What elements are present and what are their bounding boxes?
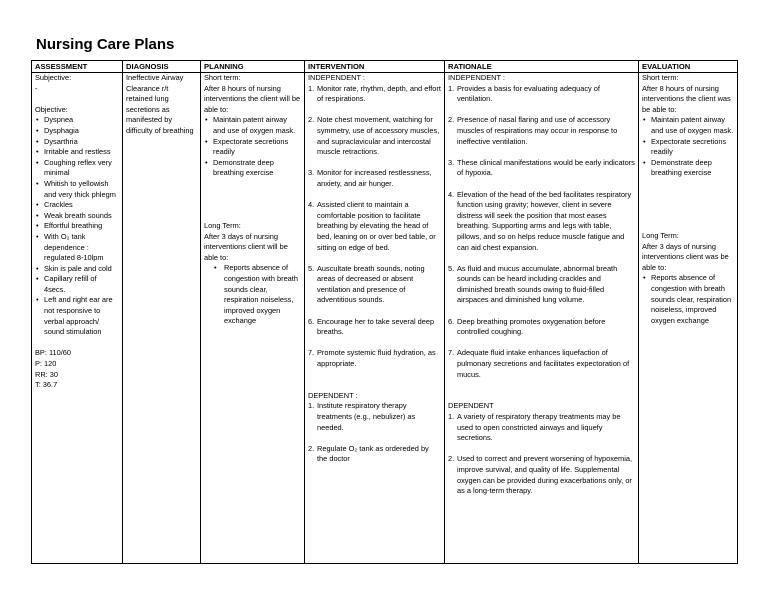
rationale-cell xyxy=(445,73,639,564)
list-item: 2. Regulate O₂ tank as ordereded by the doctor xyxy=(308,443,429,464)
intervention-dependent-label: DEPENDENT : xyxy=(308,390,358,400)
list-item: • Reports absence of congestion with breath sounds clear, respiration noiseless, improved oxygen exchange xyxy=(224,263,301,327)
list-item: • Weak breath sounds xyxy=(44,211,119,222)
list-item: 3. These clinical manifestations would be early indicators of hypoxia. xyxy=(448,157,635,178)
planning-long-label: Long Term: xyxy=(204,220,241,230)
list-item: 3. Monitor for increased restlessness, anxiety, and air hunger. xyxy=(308,168,432,188)
objective-label: Objective: xyxy=(35,104,68,114)
diagnosis-text: Ineffective Airway Clearance r/t retained lung secretions as manifested by difficulty of breathing xyxy=(126,73,194,135)
evaluation-short-text: After 8 hours of nursing interventions the client was be able to: xyxy=(642,83,731,114)
list-item: 5. Auscultate breath sounds, noting areas of decreased or absent ventilation and presence of adventitious sounds. xyxy=(308,263,425,305)
intervention-independent-label: INDEPENDENT : xyxy=(308,73,365,82)
evaluation-long-text: After 3 days of nursing interventions client was be able to: xyxy=(642,241,729,272)
objective-list xyxy=(35,115,119,337)
list-item: • Expectorate secretions readily xyxy=(651,137,734,158)
list-item: • Maintain patent airway and use of oxygen mask. xyxy=(213,115,301,136)
header-assessment: ASSESSMENT xyxy=(32,61,123,73)
list-item: 1. Provides a basis for evaluating adequacy of ventilation. xyxy=(448,83,600,104)
list-item: 7. Promote systemic fluid hydration, as appropriate. xyxy=(308,348,436,369)
list-item: • Crackles xyxy=(44,200,119,211)
list-item: 5. As fluid and mucus accumulate, abnormal breath sounds can be heard including crackles and diminished breath sounds owing to fluid-filled airspaces and diminished lung volume. xyxy=(448,263,618,305)
list-item: 1. Monitor rate, rhythm, depth, and effort of respirations. xyxy=(308,83,441,104)
list-item: • Capillary refill of 4secs. xyxy=(44,274,119,295)
subjective-label: Subjective: xyxy=(35,73,72,82)
evaluation-long-list xyxy=(642,273,734,326)
list-item: 1. Institute respiratory therapy treatments (e.g., nebulizer) as needed. xyxy=(308,401,416,432)
vital-pulse: P: 120 xyxy=(35,359,57,369)
evaluation-long-label: Long Term: xyxy=(642,230,679,240)
list-item: 6. Deep breathing promotes oxygenation before controlled coughing. xyxy=(448,316,606,337)
planning-long-text: After 3 days of nursing interventions client will be able to: xyxy=(204,231,288,262)
rationale-dependent-label: DEPENDENT xyxy=(448,401,494,411)
vital-temp: T: 36.7 xyxy=(35,380,58,390)
list-item: 4. Assisted client to maintain a comfortable position to facilitate breathing by elevating the head of bed, leaning on or over bed table, or sitting on edge of bed. xyxy=(308,200,436,252)
list-item: • Whitish to yellowish and very thick phlegm xyxy=(44,179,119,200)
page-title: Nursing Care Plans xyxy=(36,36,175,53)
list-item: 7. Adequate fluid intake enhances liquefaction of pulmonary secretions and facilitates expectoration of mucus. xyxy=(448,348,630,379)
header-diagnosis: DIAGNOSIS xyxy=(123,61,201,73)
content-row xyxy=(32,73,738,564)
care-plan-table xyxy=(31,60,738,564)
list-item: • Effortful breathing xyxy=(44,221,119,232)
intervention-cell xyxy=(305,73,445,564)
header-intervention: INTERVENTION xyxy=(305,61,445,73)
list-item: • Dyspnea xyxy=(44,115,119,126)
list-item: • Dysphagia xyxy=(44,126,119,137)
list-item: • Reports absence of congestion with breath sounds clear, respiration noiseless, improved oxygen exchange xyxy=(651,273,734,326)
list-item: • Coughing reflex very minimal xyxy=(44,158,119,179)
planning-short-text: After 8 hours of nursing interventions the client will be able to: xyxy=(204,83,301,114)
list-item: • Demonstrate deep breathing exercise xyxy=(213,158,301,179)
vital-rr: RR: 30 xyxy=(35,369,59,379)
rationale-independent-label: INDEPENDENT : xyxy=(448,73,505,82)
list-item: 4. Elevation of the head of the bed facilitates respiratory function using gravity; however, client in severe distress will seek the position that most eases breathing. Supporting arms and legs with table, pillows, and so on helps reduce muscle fatigue and can aid chest expansion. xyxy=(448,189,632,252)
evaluation-cell xyxy=(639,73,738,564)
list-item: • Left and right ear are not responsive to verbal approach/ sound stimulation xyxy=(44,295,119,337)
list-item: • Skin is pale and cold xyxy=(44,264,119,275)
evaluation-short-list xyxy=(642,115,734,179)
evaluation-short-label: Short term: xyxy=(642,73,679,82)
subjective-value: - xyxy=(35,83,38,93)
list-item: 2. Note chest movement, watching for symmetry, use of accessory muscles, and supraclavicular and intercostal muscle retractions. xyxy=(308,115,440,157)
list-item: 2. Used to correct and prevent worsening of hypoxemia, improve survival, and quality of life. Supplemental oxygen can be provided during exacerbations only, or as a long-term therapy. xyxy=(448,454,633,496)
list-item: 2. Presence of nasal flaring and use of accessory muscles of respirations may occur in response to ineffective ventilation. xyxy=(448,115,618,146)
list-item: • Expectorate secretions readily xyxy=(213,137,301,158)
list-item: • Dysarthria xyxy=(44,137,119,148)
header-row xyxy=(32,61,738,73)
header-planning: PLANNING xyxy=(201,61,305,73)
vital-bp: BP: 110/60 xyxy=(35,348,72,358)
planning-cell xyxy=(201,73,305,564)
list-item: • Irritable and restless xyxy=(44,147,119,158)
list-item: 6. Encourage her to take several deep breaths. xyxy=(308,316,435,337)
planning-long-list xyxy=(204,263,301,327)
list-item: 1. A variety of respiratory therapy treatments may be used to open constricted airways and liquefy secretions. xyxy=(448,412,621,443)
list-item: • With O₂ tank dependence : regulated 8-10lpm xyxy=(44,232,119,264)
diagnosis-cell xyxy=(123,73,201,564)
assessment-cell xyxy=(32,73,123,564)
header-evaluation: EVALUATION xyxy=(639,61,738,73)
planning-short-list xyxy=(204,115,301,179)
header-rationale: RATIONALE xyxy=(445,61,639,73)
list-item: • Maintain patent airway and use of oxygen mask. xyxy=(651,115,734,136)
planning-short-label: Short term: xyxy=(204,73,241,82)
list-item: • Demonstrate deep breathing exercise xyxy=(651,158,734,179)
